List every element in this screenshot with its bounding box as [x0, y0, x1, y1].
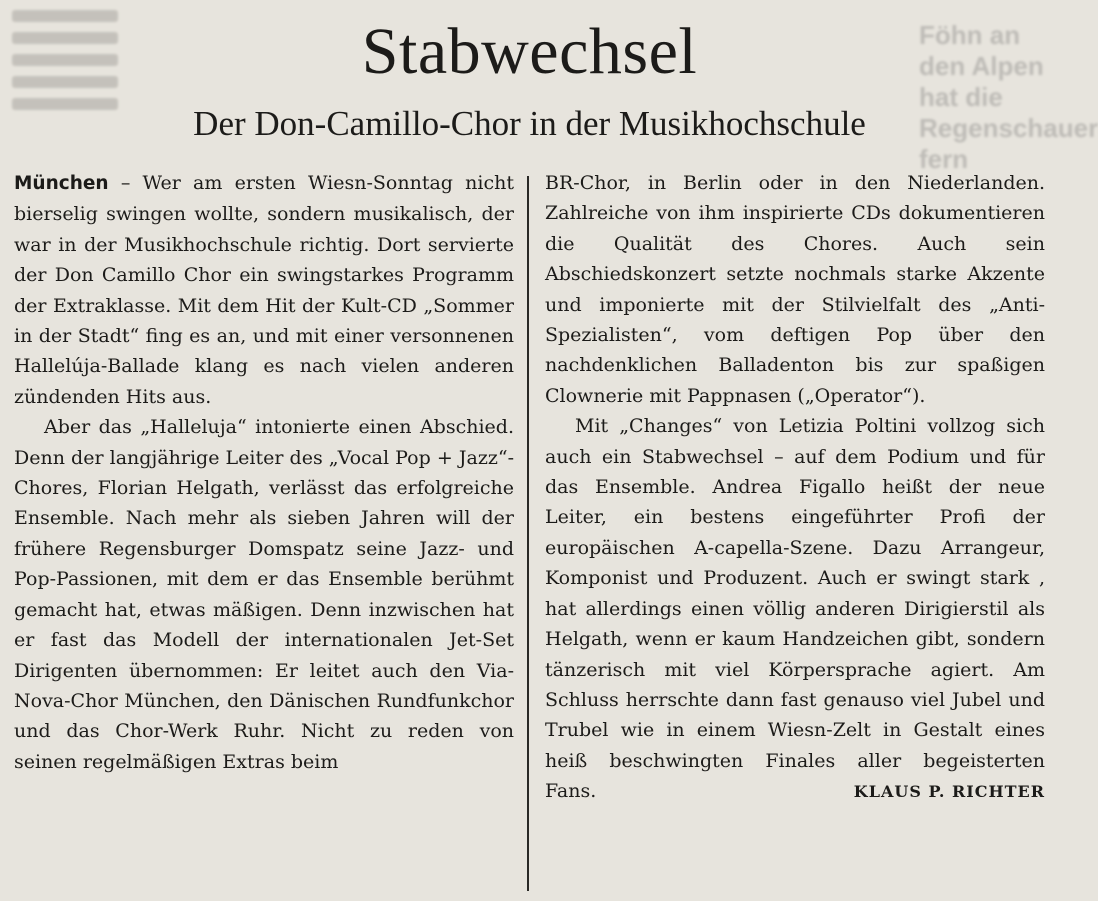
neighbor-headline: Föhn an den Alpen hat die Regenschauer fern [919, 20, 1098, 174]
paragraph-1-text: – Wer am ersten Wiesn-Sonntag nicht bierselig swingen wollte, sondern musikalisch, der war in der Musikhochschule richtig. Dort servierte der Don Camillo Chor ein swingstarkes Programm der Extraklasse. Mit dem Hit der Kult-CD „Sommer in der Stadt“ fing es an, und mit einer versonnenen Hallelúja-Ballade klang es nach vielen anderen zündenden Hits aus. [14, 172, 514, 408]
paragraph-2-continued: BR-Chor, in Berlin oder in den Niederlanden. Zahlreiche von ihm inspirierte CDs dokumentieren die Qualität des Chores. Auch sein Abschiedskonzert setzte nochmals starke Akzente und imponierte mit der Stilvielfalt des „Anti-Spezialisten“, vom deftigen Pop über den nachdenklichen Balladenton bis zur spaßigen Clownerie mit Pappnasen („Operator“). [545, 172, 1045, 407]
closing-word: Fans. [545, 780, 597, 803]
article-column-right [545, 168, 1045, 808]
closing-line [545, 776, 1045, 807]
article-headline: Stabwechsel [361, 15, 698, 88]
paragraph-1 [14, 168, 514, 412]
paragraph-2: Aber das „Halleluja“ intonierte einen Abschied. Denn der langjährige Leiter des „Vocal Pop + Jazz“-Chores, Florian Helgath, verlässt das erfolgreiche Ensemble. Nach mehr als sieben Jahren will der frühere Regensburger Domspatz seine Jazz- und Pop-Passionen, mit dem er das Ensemble berühmt gemacht hat, etwas mäßigen. Denn inzwischen hat er fast das Modell der internationalen Jet-Set Dirigenten übernommen: Er leitet auch den Via-Nova-Chor München, den Dänischen Rundfunkchor und das Chor-Werk Ruhr. Nicht zu reden von seinen regelmäßigen Extras beim [14, 416, 514, 773]
paragraph-3: Mit „Changes“ von Letizia Poltini vollzog sich auch ein Stabwechsel – auf dem Podium und für das Ensemble. Andrea Figallo heißt der neue Leiter, ein bestens eingeführter Profi der europäischen A-capella-Szene. Dazu Arrangeur, Komponist und Produzent. Auch er swingt stark , hat allerdings einen völlig anderen Dirigierstil als Helgath, wenn er kaum Handzeichen gibt, sondern tänzerisch mit viel Körpersprache agiert. Am Schluss herrschte dann fast genauso viel Jubel und Trubel wie in einem Wiesn-Zelt in Gestalt eines heiß beschwingten Finales aller begeisterten [545, 415, 1045, 772]
dateline: München [14, 173, 109, 194]
author-byline: KLAUS P. RICHTER [853, 782, 1045, 802]
article-subheadline: Der Don-Camillo-Chor in der Musikhochschule [193, 104, 866, 143]
column-divider [527, 176, 529, 891]
article-column-left [14, 168, 514, 777]
